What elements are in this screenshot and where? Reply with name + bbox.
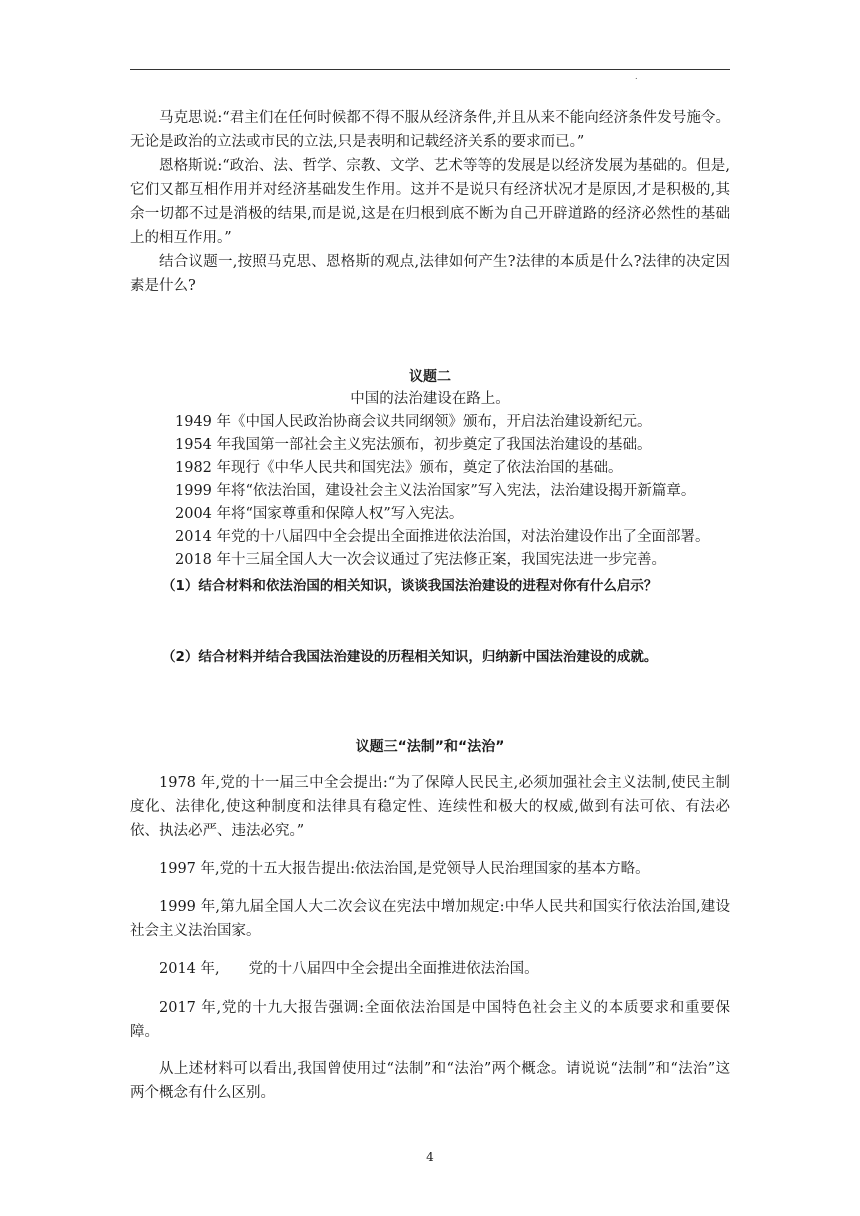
engels-quote: 恩格斯说:“政治、法、哲学、宗教、文学、艺术等等的发展是以经济发展为基础的。但是,它们又都互相作用并对经济基础发生作用。这并不是说只有经济状况才是原因,才是积极的,其余一切都不过是消极的结果,而是说,这是在归根到底不断为自己开辟道路的经济必然性的基础上的相互作用。” <box>130 158 730 246</box>
topic2-timeline <box>175 411 735 572</box>
paragraph-2017: 2017 年,党的十九大报告强调:全面依法治国是中国特色社会主义的本质要求和重要保障。 <box>130 1000 730 1040</box>
topic2-title: 议题二 <box>409 369 451 385</box>
topic2-question-2: （2）结合材料并结合我国法治建设的历程相关知识，归纳新中国法治建设的成就。 <box>162 649 658 665</box>
marx-quote: 马克思说:“君主们在任何时候都不得不服从经济条件,并且从来不能向经济条件发号施令。无论是政治的立法或市民的立法,只是表明和记载经济关系的要求而已。” <box>130 110 730 150</box>
page-number: 4 <box>426 1150 434 1164</box>
topic1-question: 结合议题一,按照马克思、恩格斯的观点,法律如何产生?法律的本质是什么?法律的决定因素是什么? <box>130 254 730 294</box>
topic2-subtitle: 中国的法治建设在路上。 <box>350 391 510 407</box>
topic3-question: 从上述材料可以看出,我国曾使用过“法制”和“法治”两个概念。请说说“法制”和“法治”这两个概念有什么区别。 <box>130 1061 730 1101</box>
timeline-item-2018: 2018 年十三届全国人大一次会议通过了宪法修正案，我国宪法进一步完善。 <box>175 552 667 568</box>
timeline-item-1999: 1999 年将“依法治国，建设社会主义法治国家”写入宪法，法治建设揭开新篇章。 <box>175 483 696 499</box>
timeline-item-1982: 1982 年现行《中华人民共和国宪法》颁布，奠定了依法治国的基础。 <box>175 460 623 476</box>
paragraph-2014: 2014 年, 党的十八届四中全会提出全面推进依法治国。 <box>159 961 539 977</box>
topic2-question-1: （1）结合材料和依法治国的相关知识，谈谈我国法治建设的进程对你有什么启示？ <box>162 578 658 594</box>
timeline-item-2014: 2014 年党的十八届四中全会提出全面推进依法治国，对法治建设作出了全面部署。 <box>175 529 710 545</box>
header-rule <box>130 69 730 70</box>
header-dot: . <box>635 72 638 81</box>
timeline-item-2004: 2004 年将“国家尊重和保障人权”写入宪法。 <box>175 506 464 522</box>
paragraph-1999: 1999 年,第九届全国人大二次会议在宪法中增加规定:中华人民共和国实行依法治国,建设社会主义法治国家。 <box>130 899 730 939</box>
topic3-title: 议题三“法制”和“法治” <box>355 739 505 755</box>
timeline-item-1949: 1949 年《中国人民政治协商会议共同纲领》颁布，开启法治建设新纪元。 <box>175 414 652 430</box>
topic1-material <box>130 106 730 298</box>
paragraph-1978: 1978 年,党的十一届三中全会提出:“为了保障人民民主,必须加强社会主义法制,使民主制度化、法律化,使这种制度和法律具有稳定性、连续性和极大的权威,做到有法可依、有法必依、执法必严、违法必究。” <box>130 775 730 839</box>
paragraph-1997: 1997 年,党的十五大报告提出:依法治国,是党领导人民治理国家的基本方略。 <box>159 861 650 877</box>
timeline-item-1954: 1954 年我国第一部社会主义宪法颁布，初步奠定了我国法治建设的基础。 <box>175 437 652 453</box>
